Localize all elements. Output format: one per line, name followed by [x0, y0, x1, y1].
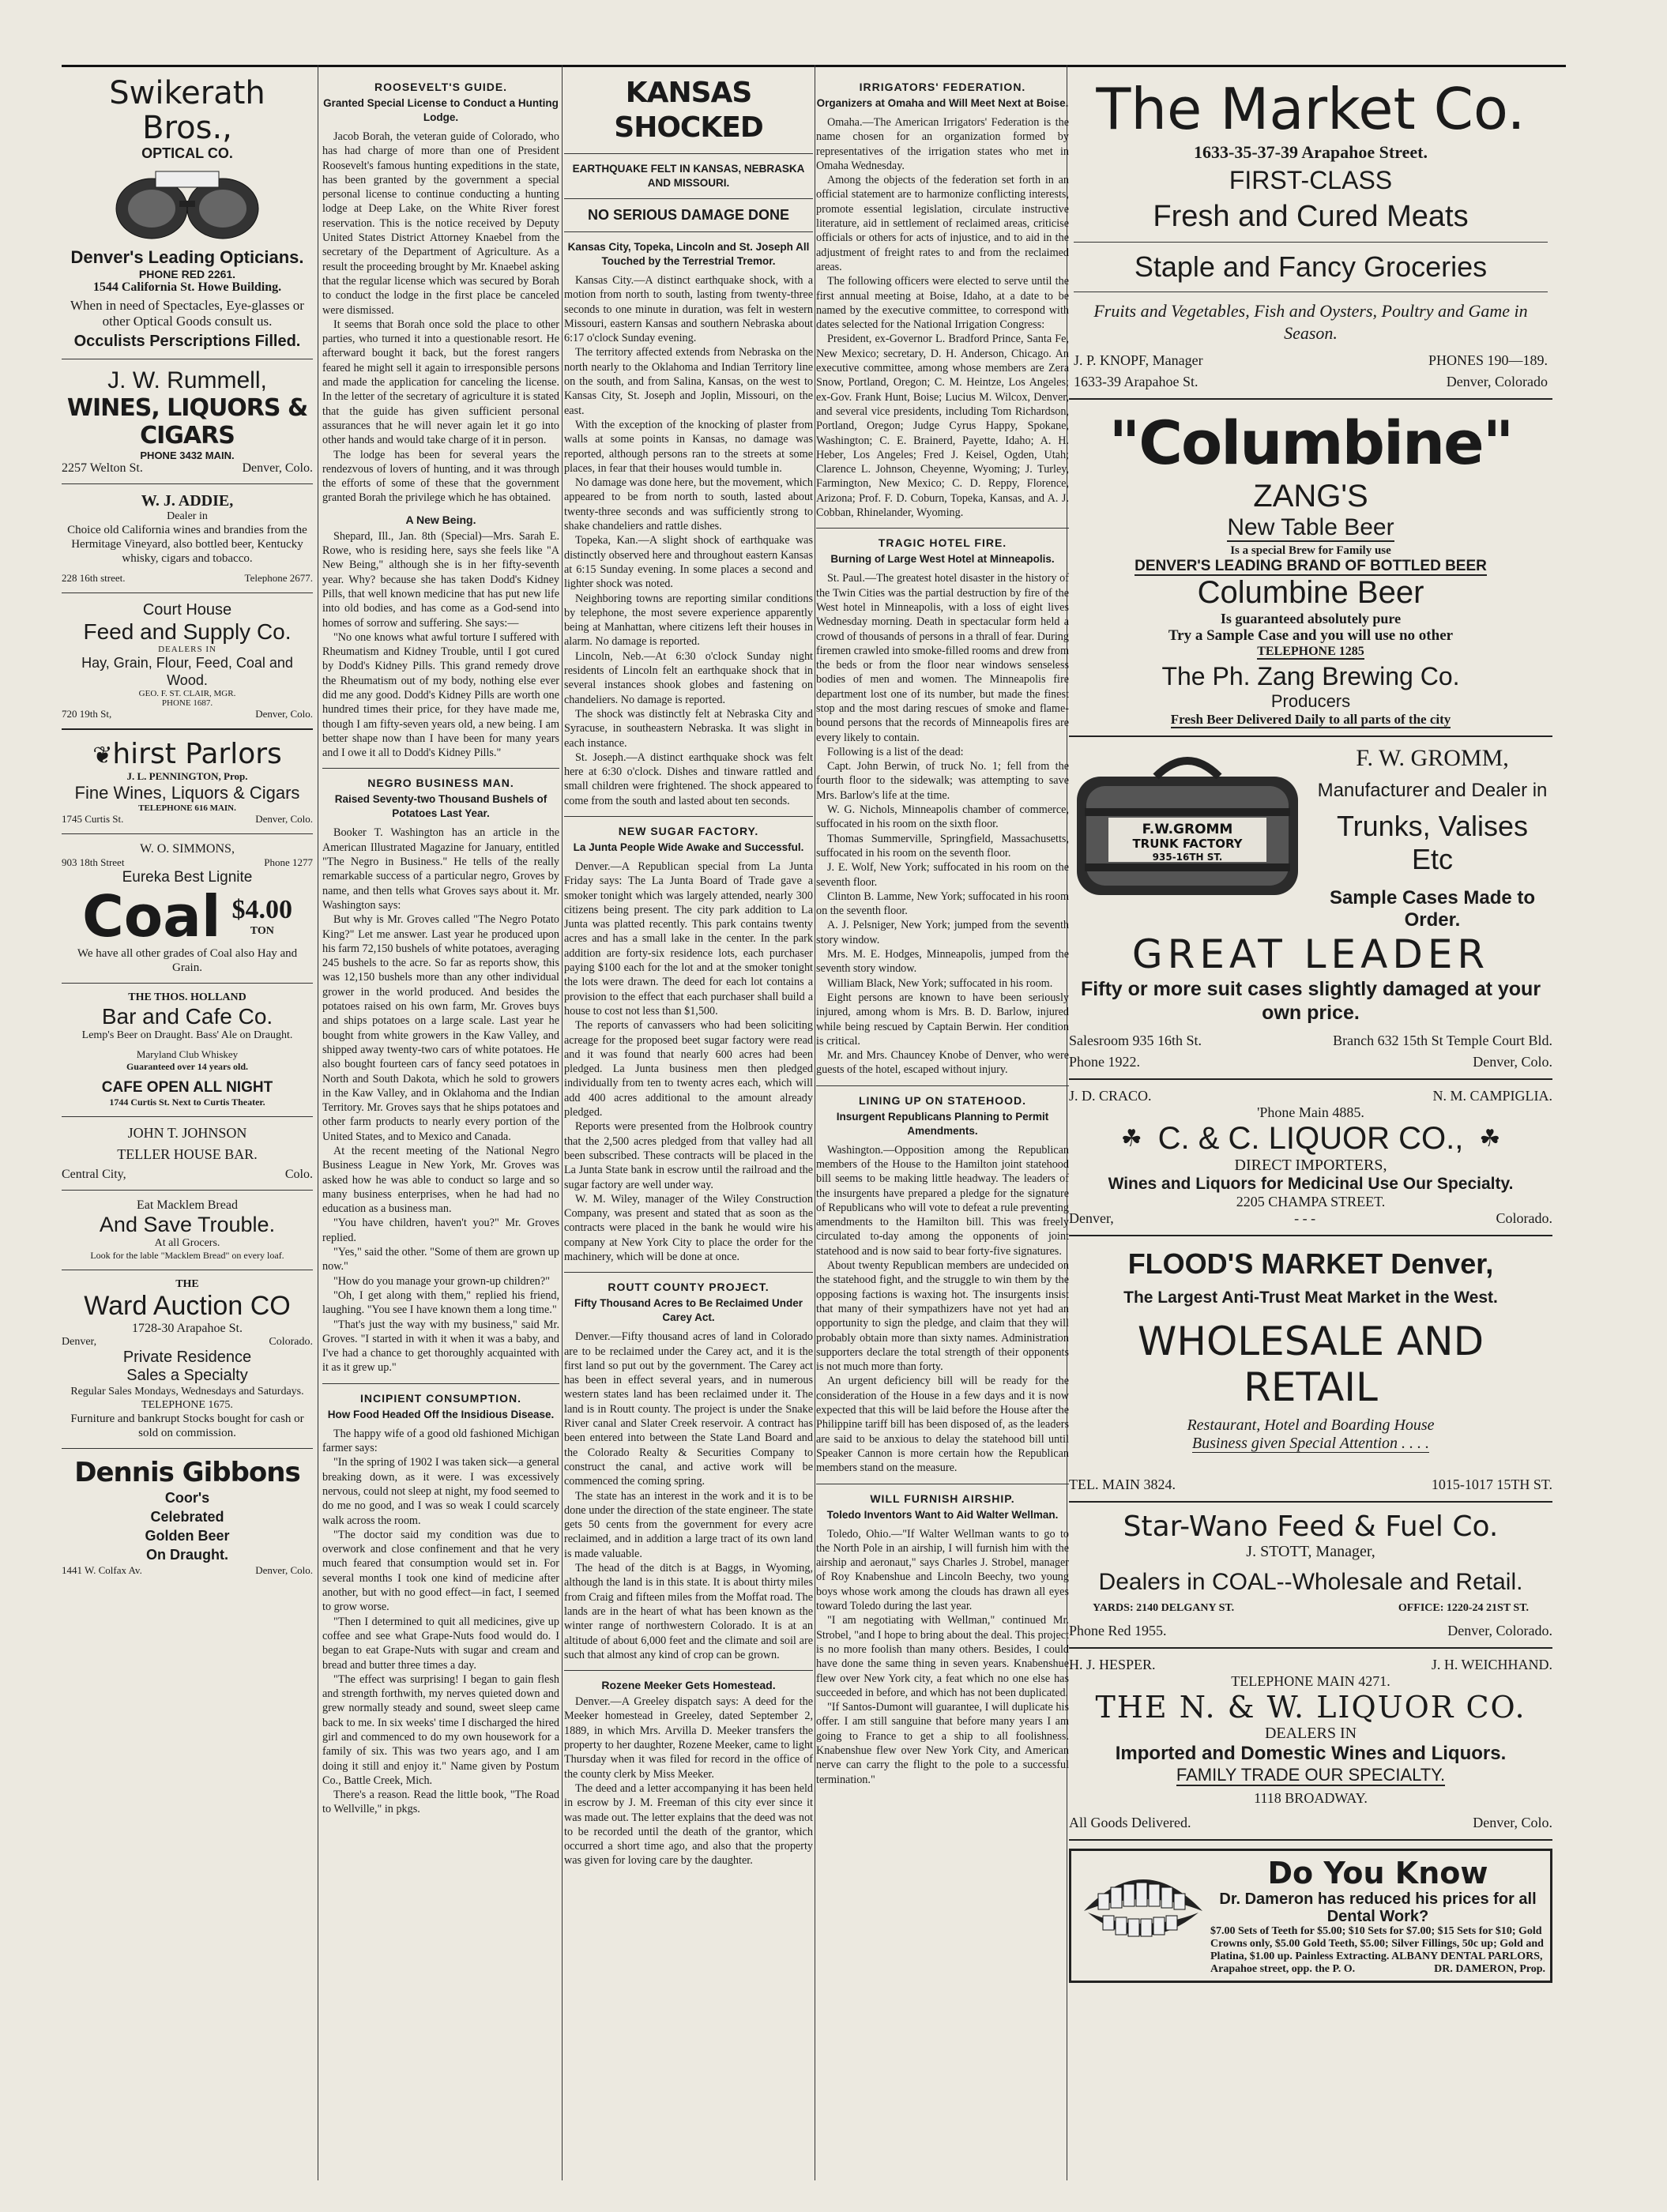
article-paragraph: William Black, New York; suffocated in his room.	[827, 976, 1053, 990]
article-paragraph: Kansas City.—A distinct earthquake shock, with a motion from north to south, lasting from twenty-three seconds to one minute in duration, was felt in western Missouri, eastern Kansas and southern Nebraska about 6:17 o'clock Sunday evening.	[564, 274, 813, 345]
article-title: WILL FURNISH AIRSHIP.	[870, 1492, 1015, 1505]
article-title: NEGRO BUSINESS MAN.	[367, 777, 514, 790]
article-paragraph: Denver.—A Republican special from La Junta Friday says: The La Junta Board of Trade gave a smoker tonight which was largely attended, nearly 300 citizens being present. The city park addition to La Junta was platted recently. This park contains twenty acres and has a small lake in the center. In the park addition are forty-six residence lots, each purchaser paying $100 each for the lot and at the smoker tonight the lots were drawn. The deed for each lot contains a provision to the effect that each purchaser shall build a house to cost not less than $1,500.	[564, 860, 813, 1018]
article-paragraph: But why is Mr. Groves called "The Negro Potato King?" Let me answer. Last year he produced upon his farm 72,150 bushels of white potatoes, averaging 245 bushels to the acre. So far as reports show, this was 12,150 bushels more than any other individual grower in the world produced. And besides the potatoes raised on his own farm, Mr. Groves buys and ships potatoes on a large scale. Last year he bought from white growers in the Kaw Valley, and shipped away twenty-two cars of white potatoes. He also bought fourteen cars of fancy seed potatoes in North and South Dakota, which he sold to growers in the Kaw Valley, and in Oklahoma and the Indian Territory. Mr. Groves says that he ships potatoes and other farm products to nearly every portion of the United States, and to Mexico and Canada.	[322, 913, 559, 1143]
ad-title: JOHN T. JOHNSON	[127, 1125, 247, 1141]
ad-producers: Producers	[1270, 691, 1351, 711]
ad-address: 1015-1017 15TH ST.	[1431, 1477, 1552, 1492]
article-title: INCIPIENT CONSUMPTION.	[359, 1391, 521, 1405]
article-paragraph: Eight persons are known to have been seriously injured, among whom is Mrs. B. D. Barlow, injured while being rescued by Captain Berwin. Her condition is critical.	[816, 991, 1069, 1048]
ad-branch: Branch 632 15th St Temple Court Bld.	[1333, 1033, 1552, 1048]
article-paragraph: "I am negotiating with Wellman," continued Mr. Strobel, "and I hope to bring about the deal. This project is no more foolish than many others. Besides, I could have done the same thing in seven years. Knabenshue flew over New York city, a feat which no one else has succeeded in before, and which has not been duplicated.	[816, 1614, 1069, 1699]
article-paragraph: "Yes," said the other. "Some of them are grown up now."	[322, 1246, 559, 1273]
ad-phone: PHONE 1687.	[161, 698, 213, 708]
ad-unit: TON	[250, 925, 274, 937]
article-paragraph: Omaha.—The American Irrigators' Federation is the name chosen for an organization formed by representatives of the irrigation states who met in Omaha Wednesday.	[816, 116, 1069, 172]
article-paragraph: "If Santos-Dumont will guarantee, I will duplicate his offer. I am still sanguine that before many years I am going to France to get a ship to all foolishness. Knabenshue flew over New York City, and American nerve can carry the flight to the pole to a successful termination."	[816, 1701, 1069, 1786]
ad-line: Manufacturer and Dealer in	[1317, 780, 1548, 801]
ad-swikerath	[62, 76, 313, 351]
article-paragraph: Denver.—Fifty thousand acres of land in Colorado are to be reclaimed under the Carey act, and it is the first land so put out by the government. The Carey act has been in effect several years, and in numerous western states land has been reclaimed under it. The land is in Routt county. The project is under the Snake River canal and Slater Creek reservoir. A contract has been entered into between the State Land Board and the Colorado Realty & Securities Company to construct the canal, and active work will be commenced the coming spring.	[564, 1330, 813, 1488]
headline-deck: Kansas City, Topeka, Lincoln and St. Joseph All Touched by the Terrestrial Tremor.	[567, 241, 810, 267]
article-paragraph: "Then I determined to quit all medicines, give up coffee and see what Grape-Nuts food would do. I began to eat Grape-Nuts with sugar and cream and bread and butter three times a day.	[322, 1615, 559, 1672]
ad-leader: GREAT LEADER	[1131, 931, 1490, 977]
article-paragraph: The happy wife of a good old fashioned Michigan farmer says:	[322, 1427, 559, 1455]
ad-state: Colorado.	[1496, 1210, 1552, 1226]
article-subtitle: Raised Seventy-two Thousand Bushels of Potatoes Last Year.	[334, 793, 548, 820]
ad-guarantee: Is guaranteed absolutely pure	[1220, 611, 1402, 626]
article-title: A New Being.	[405, 513, 476, 526]
ad-fresh: Fresh Beer Delivered Daily to all parts of the city	[1170, 712, 1451, 727]
ad-city: Denver, Colo.	[255, 708, 313, 720]
ad-subtitle: The Largest Anti-Trust Meat Market in the West.	[1123, 1288, 1498, 1307]
article-subtitle: Granted Special License to Conduct a Hunting Lodge.	[323, 97, 559, 123]
ad-try: Try a Sample Case and you will use no other	[1168, 627, 1454, 644]
ad-city: Denver, Colorado.	[1447, 1623, 1552, 1638]
ad-city: Denver,	[1069, 1210, 1114, 1226]
ad-gibbons	[62, 1457, 313, 1577]
article-paragraph: "In the spring of 1902 I was taken sick—a general breaking down, as it were. I was excessively nervous, could not sleep at night, my food seemed to do me no good, and I was so weak I could scarcely walk across the room.	[322, 1456, 559, 1527]
ad-product: New Table Beer	[1227, 514, 1394, 540]
article-paragraph: The reports of canvassers who had been soliciting acreage for the proposed beet sugar factory were read and it was found that nearly 600 acres had been pledged. La Junta business men then pledged individually from ten to twenty acres each, which will add 400 acres additional to the amount already pledged.	[564, 1019, 813, 1119]
ad-flood-market	[1069, 1247, 1552, 1493]
ad-beer: Columbine Beer	[1197, 575, 1424, 610]
clover-icon: ☘	[1120, 1126, 1142, 1152]
ad-title: Star-Wano Feed & Fuel Co.	[1123, 1510, 1499, 1543]
column-ads-right	[1069, 76, 1552, 2180]
article-subtitle: Toledo Inventors Want to Aid Walter Wellman.	[826, 1508, 1059, 1521]
ad-line: Golden Beer	[145, 1528, 230, 1544]
article-paragraph: St. Paul.—The greatest hotel disaster in the history of the Twin Cities was the partial destruction by fire of the West hotel in Minneapolis, with a loss of eight lives Wednesday morning. Death in spectacular form held a crowd of thousands of persons in a thrall of fear. During firemen crawled into smoke-filled rooms and drew from the beds or from the floor near windows senseless bodies of men and women. The Minneapolis fire department lost one of its number, but made the finest stop and the most daring rescues of smoke and flame-bound persons that the records of Minneapolis fires are every likely to contain.	[816, 572, 1069, 744]
ad-holland	[62, 991, 313, 1108]
article-paragraph: Capt. John Berwin, of truck No. 1; fell from the fourth floor to the sidewalk; was attempting to save Mrs. Barlow's life at the time.	[816, 760, 1069, 802]
ad-company: The Ph. Zang Brewing Co.	[1161, 662, 1460, 690]
ad-body: Choice old California wines and brandies from the Hermitage Vineyard, also bottled beer, Kentucky whisky, cigars and tobacco.	[67, 524, 307, 565]
article-paragraph: With the exception of the knocking of plaster from walls at some points in Kansas, no damage was reported, although persons ran to the streets at some places, in fear that their houses would tumble in.	[564, 418, 813, 475]
article-paragraph: "The effect was surprising! I began to gain flesh and strength forthwith, my nerves quieted down and grew normally steady and sound, sweet sleep came back to me. In six weeks' time I discharged the hired girl and commenced to do my own housework for a family of six. This was two years ago, and I am doing it still and enjoy it." Name given by Postum Co., Battle Creek, Mich.	[322, 1672, 559, 1787]
article-paragraph: Jacob Borah, the veteran guide of Colorado, who has had charge of more than one of President Roosevelt's famous hunting expeditions in the state, has been granted by the government a special personal license to continue conducting a hunting lodge at Deep Lake, on the White River forest reservation. This is the notice received by Deputy United States District Attorney Knaebel from the secretary of the Department of Agriculture. As a result the proceeding brought by Mr. Knaebel asking that the regular license which was secured by Borah to conduct the lodge in the first place be canceled were dismissed.	[322, 130, 559, 317]
ad-tagline: Denver's Leading Opticians.	[70, 247, 304, 267]
article-title: NEW SUGAR FACTORY.	[618, 824, 759, 837]
article-paragraph: Shepard, Ill., Jan. 8th (Special)—Mrs. Sarah E. Rowe, who is residing here, says she feels like "A New Being," although she is in her fifty-seventh year. Why? because she has taken Dodd's Kidney Pills, that well known medicine that has put new life into old bodies, and has come as a God-send into homes of sorrow and suffering. She says:—	[322, 529, 559, 630]
ad-title: Do You Know	[1267, 1856, 1488, 1890]
article-paragraph: Topeka, Kan.—A slight shock of earthquake was distinctly observed here and throughout eastern Kansas at 6:15 Sunday evening. In some places a second and lighter shock was noted.	[564, 534, 813, 591]
article-subtitle: Organizers at Omaha and Will Meet Next at Boise.	[816, 97, 1069, 109]
ad-cafe: CAFE OPEN ALL NIGHT	[101, 1079, 273, 1096]
article-subtitle: Fifty Thousand Acres to Be Reclaimed Under Carey Act.	[574, 1297, 803, 1324]
article-paragraph: The lodge has been for several years the rendezvous of lovers of hunting, and it was through the efforts of some of these that the government granted Borah the privilege which he has obtained.	[322, 448, 559, 505]
ad-title: C. & C. LIQUOR CO.,	[1157, 1121, 1464, 1156]
ad-line: Coor's	[164, 1490, 210, 1506]
ad-title: hirst Parlors	[112, 738, 282, 770]
article-body	[322, 130, 559, 506]
column-news-3	[564, 76, 813, 2180]
ad-direct: DIRECT IMPORTERS,	[1234, 1157, 1387, 1174]
ad-ward-auction	[62, 1278, 313, 1440]
article-title: Rozene Meeker Gets Homestead.	[601, 1679, 776, 1692]
article-paragraph: W. G. Nichols, Minneapolis chamber of commerce, suffocated in his room on the sixth floor.	[816, 803, 1069, 831]
ornament-icon: ❦	[92, 742, 113, 769]
ad-city: Denver, Colo.	[255, 1564, 313, 1576]
ad-title: W. O. SIMMONS,	[140, 842, 235, 856]
headline-deck: NO SERIOUS DAMAGE DONE	[587, 207, 790, 223]
main-headline: KANSAS SHOCKED	[614, 77, 763, 144]
article-subtitle: How Food Headed Off the Insidious Disease.	[327, 1408, 555, 1420]
ad-yards: YARDS: 2140 DELGANY ST.	[1093, 1602, 1235, 1614]
ad-simmons	[62, 842, 313, 975]
ad-phone: TELEPHONE MAIN 4271.	[1231, 1673, 1390, 1689]
ad-macklem	[62, 1198, 313, 1262]
article-body	[816, 1143, 1069, 1476]
article-body	[564, 860, 813, 1264]
ad-body: Fruits and Vegetables, Fish and Oysters, Poultry and Game in Season.	[1093, 301, 1528, 343]
ad-title: Swikerath Bros.,	[109, 76, 265, 146]
ad-address: 1633-39 Arapahoe St.	[1074, 374, 1199, 389]
ad-manager: J. STOTT, Manager,	[1246, 1543, 1375, 1560]
ad-footer: Occulists Perscriptions Filled.	[73, 333, 301, 350]
ad-coal-headline: Coal	[81, 883, 221, 950]
trunk-label-factory: TRUNK FACTORY	[1132, 837, 1243, 851]
ad-meats: Fresh and Cured Meats	[1153, 200, 1469, 233]
ad-partner-left: J. D. CRACO.	[1069, 1088, 1152, 1104]
ad-zang	[1069, 408, 1552, 728]
ad-address: 1118 BROADWAY.	[1254, 1790, 1368, 1806]
ad-manager: GEO. F. ST. CLAIR, MGR.	[138, 689, 236, 698]
article-paragraph: St. Joseph.—A distinct earthquake shock was felt here at 6:30 o'clock. Dishes and tinware rattled and small children were frightened. The shock appeared to come from the south and lasted about ten seconds.	[564, 750, 813, 807]
ad-subtitle: WINES, LIQUORS & CIGARS	[66, 394, 308, 450]
ad-class: FIRST-CLASS	[1229, 166, 1393, 194]
ad-body: Lemp's Beer on Draught. Bass' Ale on Draught.	[81, 1029, 293, 1041]
article-paragraph: About twenty Republican members are undecided on the statehood fight, and the struggle to win them by the opposing factions is waxing hot. The insurgents insist that many of their sympathizers have not yet had an opportunity to sign the pledge, and claim that they will probably obtain more than sixty names. Administration supporters declare the total strength of their opponents is not much more than forty.	[816, 1259, 1069, 1374]
ad-phone: TELEPHONE 1285	[1257, 645, 1364, 658]
ad-wholesale: WHOLESALE AND RETAIL	[1137, 1319, 1484, 1410]
article-paragraph: The deed and a letter accompanying it has been held in escrow by J. M. Freeman of this city ever since it was made out. The letter explains that the deed was not to be recorded until the death of the grantor, which occurred a short time ago, and also that the property was given for loving care by the daughter.	[564, 1781, 813, 1868]
ad-line: Business given Special Attention . . . .	[1191, 1435, 1430, 1452]
ad-body: At all Grocers.	[154, 1237, 220, 1249]
ad-body: When in need of Spectacles, Eye-glasses or other Optical Goods consult us.	[70, 298, 304, 329]
article-paragraph: Reports were presented from the Holbrook country that the 2,500 acres pledged from that valley had all been subscribed. These contracts will be placed in the La Junta State bank in escrow until the railroad and the sugar factory are well under way.	[564, 1120, 813, 1191]
ad-body: Hay, Grain, Flour, Feed, Coal and Wood.	[81, 655, 293, 688]
ad-product: Eureka Best Lignite	[122, 869, 253, 886]
column-rule	[562, 65, 563, 2180]
ad-phone: PHONE RED 2261.	[138, 268, 236, 280]
ad-address: 1728-30 Arapahoe St.	[132, 1322, 243, 1335]
article-paragraph: "How do you manage your grown-up children?"	[333, 1274, 550, 1288]
ad-partner-right: J. H. WEICHHAND.	[1431, 1657, 1552, 1672]
article-paragraph: "Oh, I get along with them," replied his friend, laughing. "You see I have known them a long time."	[322, 1288, 559, 1317]
ad-address: 2205 CHAMPA STREET.	[1236, 1194, 1386, 1209]
ad-title: THE THOS. HOLLAND	[128, 991, 246, 1003]
article-paragraph: Denver.—A Greeley dispatch says: A deed for the Meeker homestead in Greeley, dated September 2, 1889, in which Mrs. Arvilla D. Meeker transfers the property to her daughter, Rozene Meeker, came to light Thursday when it was filed for record in the office of the county clerk by Miss Meeker.	[564, 1695, 813, 1781]
ad-body: Furniture and bankrupt Stocks bought for cash or sold on commission.	[70, 1413, 304, 1439]
ad-body: Imported and Domestic Wines and Liquors.	[1115, 1743, 1507, 1764]
ad-phone: Telephone 2677.	[244, 572, 313, 584]
article-paragraph: Thomas Summerville, Springfield, Massachusetts, suffocated in his room on the seventh floor.	[816, 832, 1069, 860]
ad-schedule: Regular Sales Mondays, Wednesdays and Saturdays.	[70, 1386, 304, 1398]
article-body	[322, 826, 559, 1375]
teeth-illustration-icon	[1076, 1856, 1210, 1976]
article-paragraph: At the recent meeting of the National Negro Business League in New York, Mr. Groves was asked how he was able to conduct so large and so many business enterprises, when he had had no education as a business man.	[322, 1145, 559, 1216]
ad-body: $7.00 Sets of Teeth for $5.00; $10 Sets for $7.00; $15 Sets for $10; Gold Crowns only, $5.00 Gold Teeth, $5.00; Silver Fillings, 50c up; Gold and Platina, $1.00 up. Painless Extracting. ALBANY DENTAL PARLORS,	[1210, 1925, 1544, 1962]
article-paragraph: The shock was distinctly felt at Nebraska City and Syracuse, in southeastern Nebraska. It was slight in each instance.	[564, 707, 813, 750]
trunk-label-name: F.W.GROMM	[1142, 822, 1233, 837]
ad-state: Colo.	[284, 1168, 313, 1181]
article-paragraph: "No one knows what awful torture I suffered with Rheumatism and Kidney Trouble, until I got cured by Dodd's Kidney Pills. This grand remedy drove the Rheumatism out of my body, nothing else ever did me any good. Dodd's Kidney Pills are worth one hundred times their price, for they have made me, though I am fifty-seven years old, a new being. I am better shape now than I have been for many years and I owe it all to Dodd's Kidney Pills."	[322, 630, 559, 760]
ad-addie	[62, 492, 313, 585]
ad-court-house	[62, 601, 313, 720]
article-body	[322, 1427, 559, 1817]
article-body	[322, 529, 559, 761]
ad-body: We have all other grades of Coal also Hay and Grain.	[77, 947, 298, 974]
ad-rummell	[62, 367, 313, 476]
ad-club: Maryland Club Whiskey	[136, 1048, 239, 1060]
article-paragraph: No damage was done here, but the movement, which appeared to be from north to south, lasted about twenty-three seconds and was sufficiently strong to shake chandeliers and rattle dishes.	[564, 476, 813, 533]
ad-cc-liquor	[1069, 1088, 1552, 1227]
ad-line: On Draught.	[146, 1547, 228, 1563]
ad-sales-line2: Sales a Specialty	[126, 1367, 248, 1384]
ad-address: 228 16th street.	[62, 572, 126, 584]
article-title: TRAGIC HOTEL FIRE.	[878, 536, 1007, 550]
column-news-2	[322, 76, 559, 2180]
article-paragraph: "The doctor said my condition was due to overwork and close confinement and that he very much feared that consumption would set in. For several months I took one kind of medicine after another, but with no good effect—in fact, I seemed to grow worse.	[322, 1528, 559, 1614]
ad-city: Denver, Colo.	[242, 461, 313, 475]
article-title: ROUTT COUNTY PROJECT.	[608, 1281, 770, 1294]
ad-address: 720 19th St,	[62, 708, 112, 720]
ad-title: FLOOD'S MARKET Denver,	[1127, 1247, 1494, 1280]
article-paragraph: Mr. and Mrs. Chauncey Knobe of Denver, who were guests of the hotel, escaped without injury.	[816, 1049, 1069, 1077]
ad-city: Denver,	[62, 1336, 97, 1348]
article-paragraph: "You have children, haven't you?" Mr. Groves replied.	[322, 1217, 559, 1244]
article-body	[816, 115, 1069, 520]
ad-dealers: DEALERS IN	[1264, 1725, 1357, 1742]
article-paragraph: Following is a list of the dead:	[827, 745, 964, 758]
ad-line: Celebrated	[150, 1509, 224, 1525]
article-paragraph: The head of the ditch is at Baggs, in Wyoming, although the land is in this state. It is about thirty miles from Craig and fifteen miles from the Moffat road. The lands are in the heart of what has been known as the winter range of northwestern Colorado. It is at an altitude of about 6,000 feet and the climate and soil are such that almost any kind of crop can be grown.	[564, 1562, 813, 1661]
ad-title: W. J. ADDIE,	[141, 492, 234, 510]
ad-separator: - - -	[1294, 1210, 1316, 1226]
article-paragraph: An urgent deficiency bill will be ready for the consideration of the House in a few days and it is now expected that this will be laid before the House after the Philippine tariff bill has been disposed of, as the leaders are said to be anxious to delay the statehood bill until Speaker Cannon is more certain how the Republican members stand on the measure.	[816, 1375, 1069, 1475]
article-title: ROOSEVELT'S GUIDE.	[374, 81, 508, 93]
article-title: LINING UP ON STATEHOOD.	[858, 1093, 1026, 1107]
ad-subtitle: Dealer in	[167, 510, 208, 522]
ad-sales-line1: Private Residence	[122, 1349, 252, 1366]
ad-title: Dennis Gibbons	[74, 1457, 300, 1488]
article-body	[816, 1527, 1069, 1787]
article-body	[564, 1695, 813, 1868]
spectacles-icon	[62, 165, 313, 244]
article-paragraph: A. J. Pelsniger, New York; jumped from the seventh story window.	[816, 919, 1069, 946]
ad-title: Eat Macklem Bread	[137, 1198, 238, 1212]
ad-label-note: Look for the lable "Macklem Bread" on every loaf.	[90, 1250, 284, 1261]
ad-city: Denver, Colo.	[1473, 1815, 1552, 1830]
ad-brand: ZANG'S	[1253, 479, 1368, 514]
ad-groceries: Staple and Fancy Groceries	[1134, 250, 1488, 283]
ad-johnson	[62, 1125, 313, 1182]
ad-subtitle: And Save Trouble.	[99, 1213, 276, 1236]
ad-subtitle: Dr. Dameron has reduced his prices for all Dental Work?	[1219, 1890, 1537, 1925]
ad-partner-right: N. M. CAMPIGLIA.	[1432, 1088, 1552, 1104]
ad-guarantee: Guaranteed over 14 years old.	[126, 1061, 249, 1072]
ad-thirst-parlors	[62, 738, 313, 826]
ad-address: 1441 W. Colfax Av.	[62, 1564, 142, 1576]
ad-title: J. W. Rummell,	[107, 367, 267, 393]
article-paragraph: It seems that Borah once sold the place to other parties, who turned it into a questionable resort. He afterward bought it back, but the forest rangers feared he might sell it again to irresponsible persons and made the application for canceling the license. In the letter of the secretary of agriculture it is stated that the guide has given sufficient personal assurances that he will never again let it go into other hands and would take charge of it in person.	[322, 318, 559, 447]
ad-dealers: DEALERS IN	[158, 645, 216, 654]
article-paragraph: Among the objects of the federation set forth in an official statement are to harmonize conflicting interests, promote essential legislation, circulate instructive literature, aid in settlement of reclaimed areas, criticise officials or others for acts of injustice, and to aid in the adjustment of freight rates to and from the reclaimed areas.	[816, 174, 1069, 273]
ad-gromm	[1069, 745, 1552, 1070]
article-paragraph: "That's just the way with my business," said Mr. Groves. "I started in with it when it was a baby, and I've had a chance to get thoroughly acquainted with it as it grew up."	[322, 1318, 559, 1375]
ad-manager: J. P. KNOPF, Manager	[1074, 352, 1203, 368]
ad-address: 1745 Curtis St.	[62, 813, 124, 825]
ad-price: $4.00	[231, 895, 293, 924]
ad-phone: PHONE 3432 MAIN.	[140, 450, 235, 461]
ad-subtitle: OPTICAL CO.	[141, 145, 233, 161]
ad-phone: Phone 1922.	[1069, 1054, 1140, 1070]
ad-body: Fifty or more suit cases slightly damaged at your own price.	[1080, 978, 1541, 1024]
ad-city: Central City,	[62, 1168, 126, 1181]
ad-subtitle: TELLER HOUSE BAR.	[117, 1146, 258, 1162]
ad-partner-left: H. J. HESPER.	[1069, 1657, 1156, 1672]
ad-title: THE N. & W. LIQUOR CO.	[1095, 1690, 1526, 1725]
ad-body: Wines and Liquors for Medicinal Use Our Specialty.	[1108, 1175, 1514, 1193]
ad-title: Ward Auction CO	[84, 1291, 291, 1321]
article-subtitle: Insurgent Republicans Planning to Permit Amendments.	[836, 1110, 1049, 1137]
ad-phone: TEL. MAIN 3824.	[1069, 1477, 1176, 1492]
ad-family: FAMILY TRADE OUR SPECIALTY.	[1176, 1765, 1446, 1785]
article-body	[564, 1330, 813, 1662]
trunk-illustration-icon	[1069, 745, 1306, 903]
article-paragraph: Neighboring towns are reporting similar conditions by telephone, the most severe experience apparently being at Manhattan, where citizens left their houses in alarm. No damage is reported.	[564, 592, 813, 649]
ad-city: Denver, Colorado	[1446, 374, 1548, 389]
ad-phone: PHONES 190—189.	[1428, 352, 1548, 368]
ad-phone: 'Phone Main 4885.	[1257, 1104, 1364, 1120]
article-paragraph: Clinton B. Lamme, New York; suffocated in his room on the seventh floor.	[816, 890, 1069, 918]
top-rule	[62, 65, 1566, 67]
article-paragraph: The following officers were elected to serve until the first annual meeting at Boise, Idaho, at a date to be named by the executive committee, to correspond with dates selected for the National Irrigation Congress:	[816, 275, 1069, 332]
ad-phone: TELEPHONE 616 MAIN.	[138, 803, 236, 813]
ad-star-wano	[1069, 1510, 1552, 1639]
article-paragraph: The state has an interest in the work and it is to be done under the direction of the state engineer. The state gets 50 cents from the government for every acre reclaimed, and in addition a large tract of its own land is made valuable.	[564, 1489, 813, 1560]
article-subtitle: La Junta People Wide Awake and Successful.	[573, 841, 804, 853]
article-paragraph: Washington.—Opposition among the Republican members of the House to the Hamilton joint statehood bill seems to be making little headway. The leaders of the insurgents have prepared a pledge for the signature of Republicans who will vote to defeat a rule preventing amendments to the Hamilton bill. This was freely circulated to-day among the opponents of joint statehood and is now said to bear forty-five signatures.	[816, 1143, 1069, 1258]
ad-phone: Phone 1277	[264, 856, 313, 868]
ad-address: 903 18th Street	[62, 856, 125, 868]
ad-dental	[1069, 1849, 1552, 1983]
ad-office: OFFICE: 1220-24 21ST ST.	[1398, 1602, 1529, 1614]
column-ads-left	[62, 76, 313, 2180]
article-paragraph: President, ex-Governor L. Bradford Prince, Santa Fe, New Mexico; secretary, D. H. Anderson, Chicago. An executive committee, among whose members are Zera Snow, Portland, Oregon; C. M. Heintze, Los Angeles; ex-Gov. Frank Hunt, Boise; Lucius M. Wilcox, Denver, and several vice presidents, including Tom Richardson, Portland, Oregon; Judge Cyrus Happy, Spokane, Washington; C. E. Brainerd, Payette, Idaho; A. H. Heber, Los Angeles; Fred J. Keisel, Ogden, Utah; Clarence L. Johnson, Cheyenne, Wyoming; J. Turley, Farmington, New Mexico; C. D. Reppy, Florence, Arizona; Prof. F. D. Coburn, Topeka, Kansas, and A. J. Cobban, Rhinelander, Wyoming.	[816, 333, 1069, 520]
ad-title: F. W. GROMM,	[1356, 745, 1509, 771]
ad-special: Is a special Brew for Family use	[1230, 544, 1391, 557]
ad-body: Dealers in COAL--Wholesale and Retail.	[1098, 1569, 1523, 1595]
ad-phone: TELEPHONE 1675.	[141, 1399, 233, 1411]
ad-market-co	[1069, 76, 1552, 390]
ad-the: THE	[175, 1278, 199, 1290]
ad-line: Restaurant, Hotel and Boarding House	[1187, 1416, 1435, 1434]
article-paragraph: W. M. Wiley, manager of the Wiley Construction Company, was present and stated that as soon as the contracts were placed in the bank he would wire his company at New York City to place the order for the machinery, which will be done at once.	[564, 1192, 813, 1263]
ad-address: 2257 Welton St.	[62, 461, 143, 475]
clover-icon: ☘	[1479, 1126, 1501, 1152]
article-body	[564, 273, 813, 808]
ad-proprietor: DR. DAMERON, Prop.	[1434, 1963, 1545, 1975]
ad-subtitle: Feed and Supply Co.	[83, 619, 292, 644]
article-paragraph: There's a reason. Read the little book, "The Road to Wellville," in pkgs.	[322, 1789, 559, 1816]
ad-delivered: All Goods Delivered.	[1069, 1815, 1191, 1830]
article-paragraph: Lincoln, Neb.—At 6:30 o'clock Sunday night residents of Lincoln felt an earthquake shock that in several instances shook globes and fastening on chandeliers. No damage is reported.	[564, 649, 813, 706]
article-paragraph: Mrs. M. E. Hodges, Minneapolis, jumped from the seventh story window.	[816, 948, 1069, 976]
article-title: IRRIGATORS' FEDERATION.	[859, 81, 1026, 93]
ad-nw-liquor	[1069, 1657, 1552, 1831]
article-paragraph: J. E. Wolf, New York; suffocated in his room on the seventh floor.	[816, 861, 1069, 889]
ad-salesroom: Salesroom 935 16th St.	[1069, 1033, 1202, 1048]
ad-leading: DENVER'S LEADING BRAND OF BOTTLED BEER	[1135, 558, 1487, 574]
ad-title: "Columbine"	[1108, 408, 1513, 478]
ad-address: 1633-35-37-39 Arapahoe Street.	[1194, 142, 1428, 162]
trunk-label-address: 935-16TH ST.	[1152, 852, 1223, 863]
article-paragraph: Toledo, Ohio.—"If Walter Wellman wants to go to the North Pole in an airship, I will furnish him with the airship and aeronaut," says Charles J. Strobel, manager of Roy Knabenshue and Lincoln Beechy, two young boys whose work among the clouds has drawn all eyes toward Toledo during the last year.	[816, 1527, 1069, 1613]
ad-subtitle: Bar and Cafe Co.	[101, 1004, 273, 1029]
headline-deck: EARTHQUAKE FELT IN KANSAS, NEBRASKA AND MISSOURI.	[572, 163, 805, 189]
ad-city: Denver, Colo.	[255, 813, 313, 825]
ad-proprietor: J. L. PENNINGTON, Prop.	[126, 770, 248, 782]
ad-products: Trunks, Valises Etc	[1336, 810, 1529, 875]
article-paragraph: The territory affected extends from Nebraska on the north nearly to the Oklahoma and Indian Territory line on the south, and from Salina, Kansas, on the west to Kansas City, St. Joseph and Joplin, Missouri, on the east.	[564, 346, 813, 417]
ad-address: Arapahoe street, opp. the P. O.	[1210, 1963, 1356, 1975]
ad-address: 1544 California St. Howe Building.	[92, 280, 282, 294]
ad-subtitle: Fine Wines, Liquors & Cigars	[74, 783, 300, 803]
ad-title: Court House	[142, 601, 232, 619]
ad-line: Sample Cases Made to Order.	[1329, 887, 1536, 931]
ad-city: Denver, Colo.	[1473, 1054, 1552, 1070]
article-paragraph: Booker T. Washington has an article in the American Illustrated Magazine for January, entitled "The Negro in Business." He tells of the really remarkable success of a particular negro, Groves by name, and then tells what Groves says about it. Mr. Washington says:	[322, 826, 559, 912]
ad-phone: Phone Red 1955.	[1069, 1623, 1167, 1638]
article-subtitle: Burning of Large West Hotel at Minneapolis.	[830, 553, 1055, 566]
column-news-4	[816, 76, 1069, 2180]
ad-title: The Market Co.	[1096, 76, 1526, 142]
article-body	[816, 571, 1069, 1077]
ad-address: 1744 Curtis St. Next to Curtis Theater.	[109, 1097, 265, 1108]
ad-state: Colorado.	[269, 1336, 313, 1348]
